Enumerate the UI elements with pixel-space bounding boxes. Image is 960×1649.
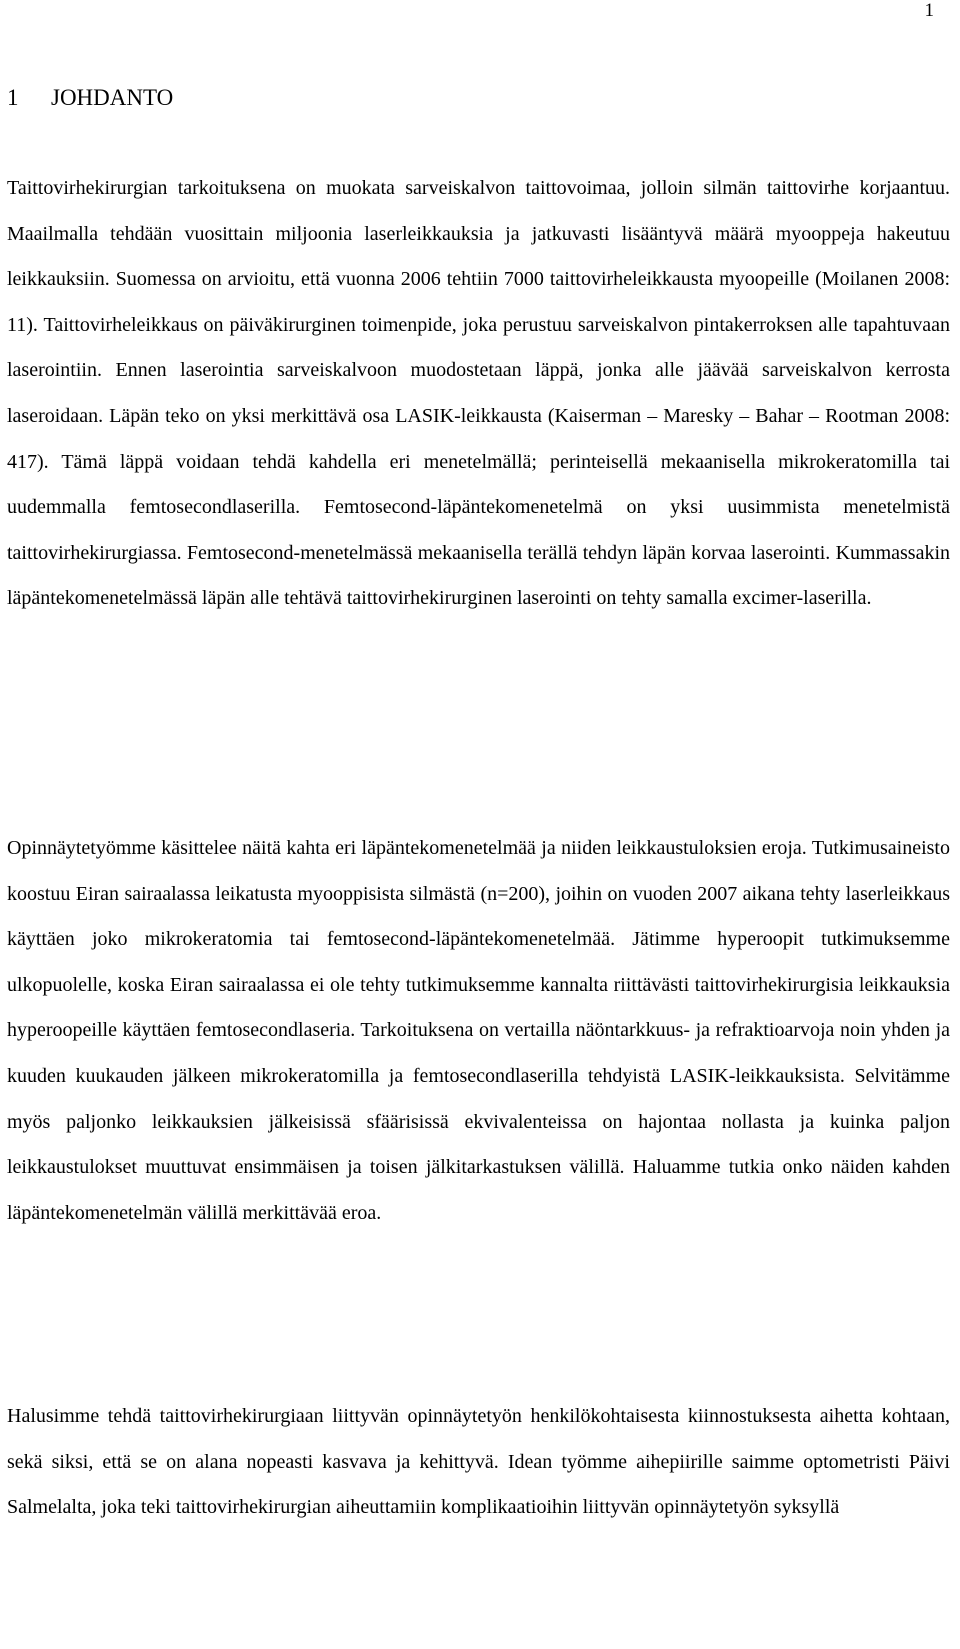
chapter-title: JOHDANTO	[51, 85, 174, 110]
page-number: 1	[924, 0, 934, 21]
paragraph-intro: Taittovirhekirurgian tarkoituksena on muokata sarveiskalvon taittovoimaa, jolloin silmän taittovirhe korjaantuu. Maailmalla tehdään vuosittain miljoonia laserleikkauksia ja jatkuvasti lisääntyvä määrä myooppeja hakeutuu leikkauksiin. Suomessa on arvioitu, että vuonna 2006 tehtiin 7000 taittovirheleikkausta myoopeille (Moilanen 2008: 11). Taittovirheleikkaus on päiväkirurginen toimenpide, joka perustuu sarveiskalvon pintakerroksen alle tapahtuvaan laserointiin. Ennen laserointia sarveiskalvoon muodostetaan läppä, jonka alle jäävää sarveiskalvon kerrosta laseroidaan. Läpän teko on yksi merkittävä osa LASIK-leikkausta (Kaiserman – Maresky – Bahar – Rootman 2008: 417). Tämä läppä voidaan tehdä kahdella eri menetelmällä; perinteisellä mekaanisella mikrokeratomilla tai uudemmalla femtosecondlaserilla. Femtosecond-läpäntekomenetelmä on yksi uusimmista menetelmistä taittovirhekirurgiassa. Femtosecond-menetelmässä mekaanisella terällä tehdyn läpän korvaa laserointi. Kummassakin läpäntekomenetelmässä läpän alle tehtävä taittovirhekirurginen laserointi on tehty samalla excimer-laserilla.	[7, 177, 950, 610]
chapter-number: 1	[7, 85, 19, 110]
paragraph-motivation: Halusimme tehdä taittovirhekirurgiaan liittyvän opinnäytetyön henkilökohtaisesta kiinnostuksesta aihetta kohtaan, sekä siksi, että se on alana nopeasti kasvava ja kehittyvä. Idean työmme aihepiirille saimme optometristi Päivi Salmelalta, joka teki taittovirhekirurgian aiheuttamiin komplikaatioihin liittyvän opinnäytetyön syksyllä	[7, 1405, 950, 1519]
paragraph-thesis-topic: Opinnäytetyömme käsittelee näitä kahta eri läpäntekomenetelmää ja niiden leikkaustuloksien eroja. Tutkimusaineisto koostuu Eiran sairaalassa leikatusta myooppisista silmästä (n=200), joihin on vuoden 2007 aikana tehty laserleikkaus käyttäen joko mikrokeratomia tai femtosecond-läpäntekomenetelmää. Jätimme hyperoopit tutkimuksemme ulkopuolelle, koska Eiran sairaalassa ei ole tehty tutkimuksemme kannalta riittävästi taittovirhekirurgisia leikkauksia hyperoopeille käyttäen femtosecondlaseria. Tarkoituksena on vertailla näöntarkkuus- ja refraktioarvoja noin yhden ja kuuden kuukauden jälkeen mikrokeratomilla ja femtosecondlaserilla tehdyistä LASIK-leikkauksista. Selvitämme myös paljonko leikkauksien jälkeisissä sfäärisissä ekvivalenteissa on hajontaa nollasta ja kuinka paljon leikkaustulokset muuttuvat ensimmäisen ja toisen jälkitarkastuksen välillä. Haluamme tutkia onko näiden kahden läpäntekomenetelmän välillä merkittävää eroa.	[7, 837, 950, 1224]
chapter-heading	[7, 84, 173, 112]
